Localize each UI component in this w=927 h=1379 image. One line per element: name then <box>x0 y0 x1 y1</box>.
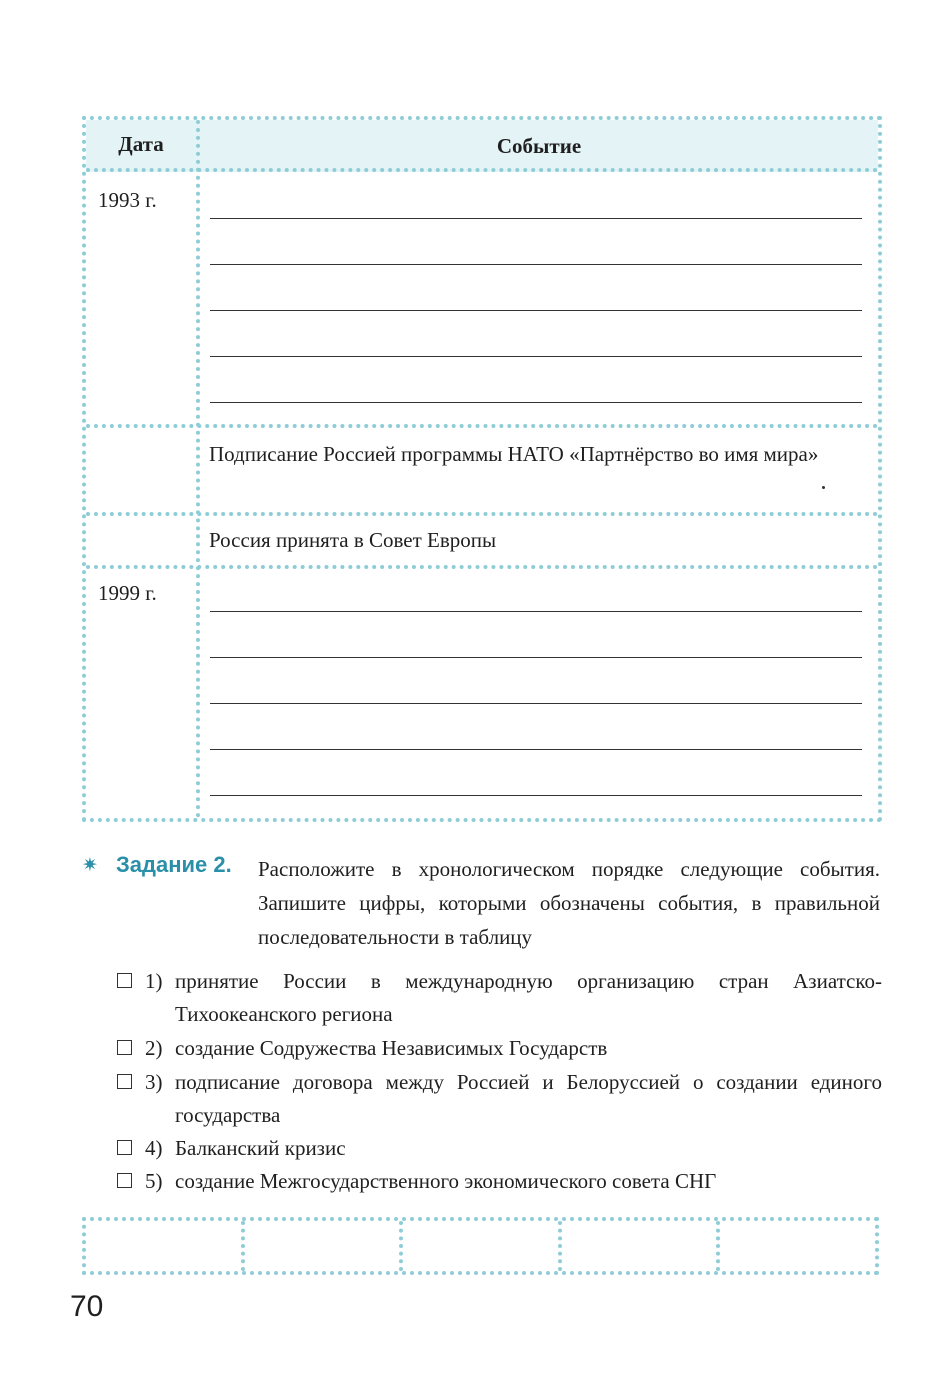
checkbox[interactable] <box>117 1040 132 1055</box>
events-table <box>82 116 882 822</box>
header-date: Дата <box>118 132 164 156</box>
row-divider <box>86 565 878 569</box>
checkbox[interactable] <box>117 1140 132 1155</box>
checkbox[interactable] <box>117 1173 132 1188</box>
answer-line[interactable] <box>210 356 862 357</box>
checkbox[interactable] <box>117 973 132 988</box>
answer-cell[interactable] <box>720 1221 875 1271</box>
answer-line[interactable] <box>210 703 862 704</box>
answer-line[interactable] <box>210 657 862 658</box>
page-number: 70 <box>70 1290 104 1323</box>
answer-line[interactable] <box>210 402 862 403</box>
answer-line[interactable] <box>210 264 862 265</box>
item-number: 5) <box>145 1169 163 1193</box>
task-instructions: Расположите в хронологическом порядке следующие события. Запишите цифры, которыми обозначены события, в правильной последовательности в таблицу <box>258 857 880 949</box>
stray-mark <box>822 486 825 489</box>
answer-cell[interactable] <box>562 1221 721 1271</box>
answer-line[interactable] <box>210 795 862 796</box>
asterisk-icon: ✷ <box>82 854 98 876</box>
item-number: 2) <box>145 1036 163 1060</box>
item-text: создание Содружества Независимых Государств <box>175 1036 608 1060</box>
task-label: Задание 2. <box>116 852 232 877</box>
item-text: подписание договора между Россией и Белоруссией о создании единого государства <box>175 1070 882 1127</box>
item-text: принятие России в международную организацию стран Азиатско-Тихоокеанского региона <box>175 969 882 1026</box>
answer-cell[interactable] <box>403 1221 562 1271</box>
answer-line[interactable] <box>210 611 862 612</box>
header-event: Событие <box>496 134 582 158</box>
table-header <box>86 120 878 172</box>
item-number: 3) <box>145 1070 163 1094</box>
checkbox[interactable] <box>117 1074 132 1089</box>
row-1999-date: 1999 г. <box>98 581 157 605</box>
column-divider <box>196 120 200 818</box>
row-divider <box>86 512 878 516</box>
event-nato-partnership: Подписание Россией программы НАТО «Партнёрство во имя мира» <box>209 442 819 466</box>
event-council-of-europe: Россия принята в Совет Европы <box>209 528 497 552</box>
answer-line[interactable] <box>210 310 862 311</box>
answer-line[interactable] <box>210 749 862 750</box>
answer-cell[interactable] <box>86 1221 245 1271</box>
answer-line[interactable] <box>210 218 862 219</box>
row-divider <box>86 424 878 428</box>
row-1993-date: 1993 г. <box>98 188 157 212</box>
answer-cell[interactable] <box>245 1221 404 1271</box>
item-text: создание Межгосударственного экономического совета СНГ <box>175 1169 717 1193</box>
item-text: Балканский кризис <box>175 1136 346 1160</box>
answer-table <box>82 1217 879 1275</box>
item-number: 1) <box>145 969 163 993</box>
item-number: 4) <box>145 1136 163 1160</box>
